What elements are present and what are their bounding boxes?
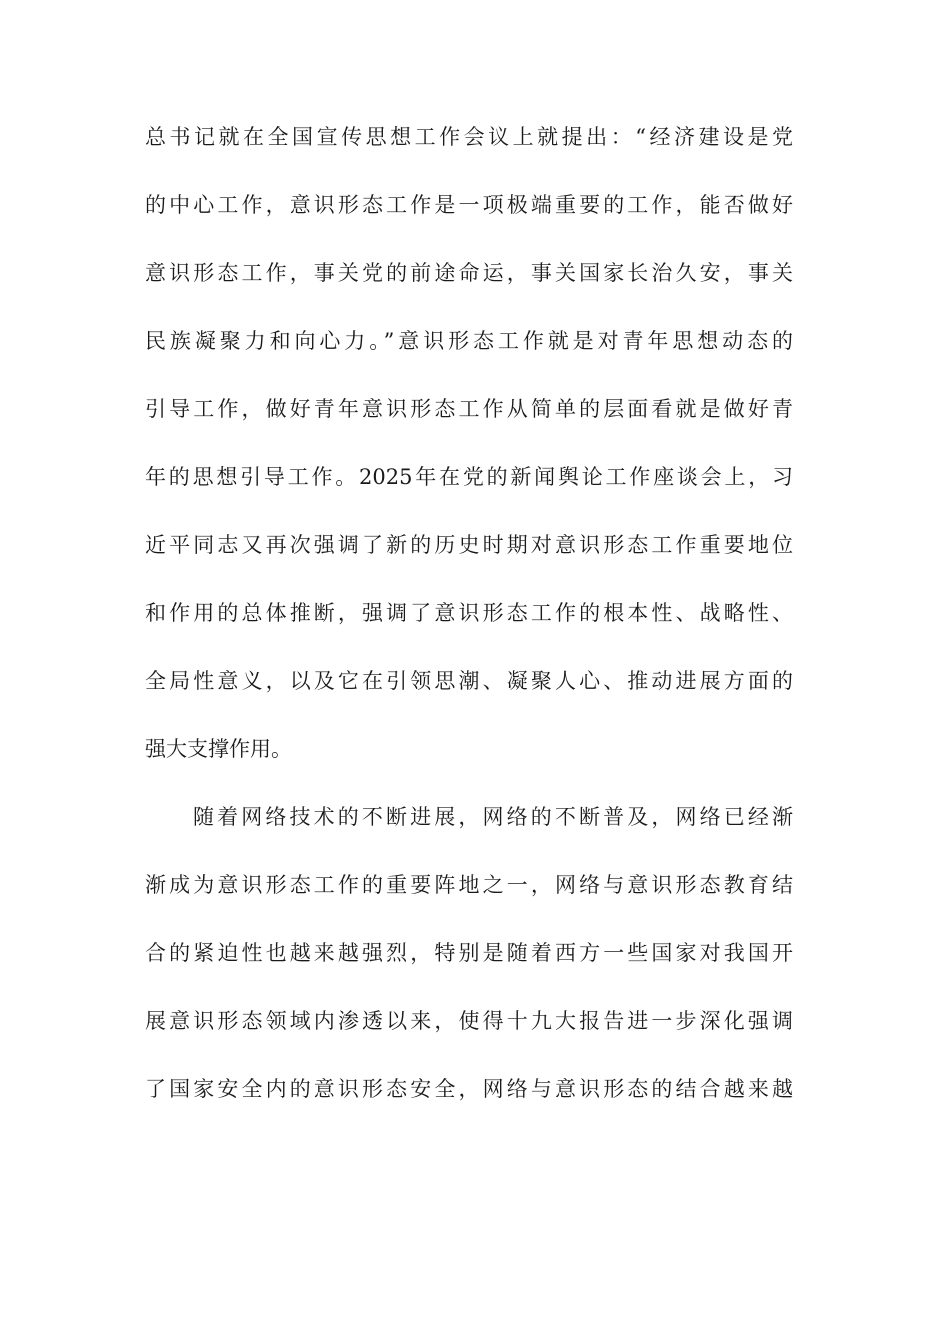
document-body (145, 125, 793, 1145)
text-line: 意识形态工作，事关党的前途命运，事关国家长治久安，事关 (145, 261, 793, 285)
text-line: 总书记就在全国宣传思想工作会议上就提出：“经济建设是党 (145, 125, 793, 149)
text-line: 随着网络技术的不断进展，网络的不断普及，网络已经渐 (193, 805, 793, 829)
text-line: 的中心工作，意识形态工作是一项极端重要的工作，能否做好 (145, 193, 793, 217)
paragraph-2 (145, 805, 793, 1101)
text-line: 全局性意义，以及它在引领思潮、凝聚人心、推动进展方面的 (145, 669, 793, 693)
text-line: 了国家安全内的意识形态安全，网络与意识形态的结合越来越 (145, 1077, 793, 1101)
text-line: 近平同志又再次强调了新的历史时期对意识形态工作重要地位 (145, 533, 793, 557)
text-line: 渐成为意识形态工作的重要阵地之一，网络与意识形态教育结 (145, 873, 793, 897)
text-line: 强大支撑作用。 (145, 737, 292, 761)
text-line: 合的紧迫性也越来越强烈，特别是随着西方一些国家对我国开 (145, 941, 793, 965)
text-line: 展意识形态领域内渗透以来，使得十九大报告进一步深化强调 (145, 1009, 793, 1033)
paragraph-1 (145, 125, 793, 761)
text-line: 和作用的总体推断，强调了意识形态工作的根本性、战略性、 (145, 601, 793, 625)
text-line: 民族凝聚力和向心力。”意识形态工作就是对青年思想动态的 (145, 329, 793, 353)
text-line: 引导工作，做好青年意识形态工作从简单的层面看就是做好青 (145, 397, 793, 421)
text-line: 年的思想引导工作。2025年在党的新闻舆论工作座谈会上，习 (145, 465, 793, 489)
